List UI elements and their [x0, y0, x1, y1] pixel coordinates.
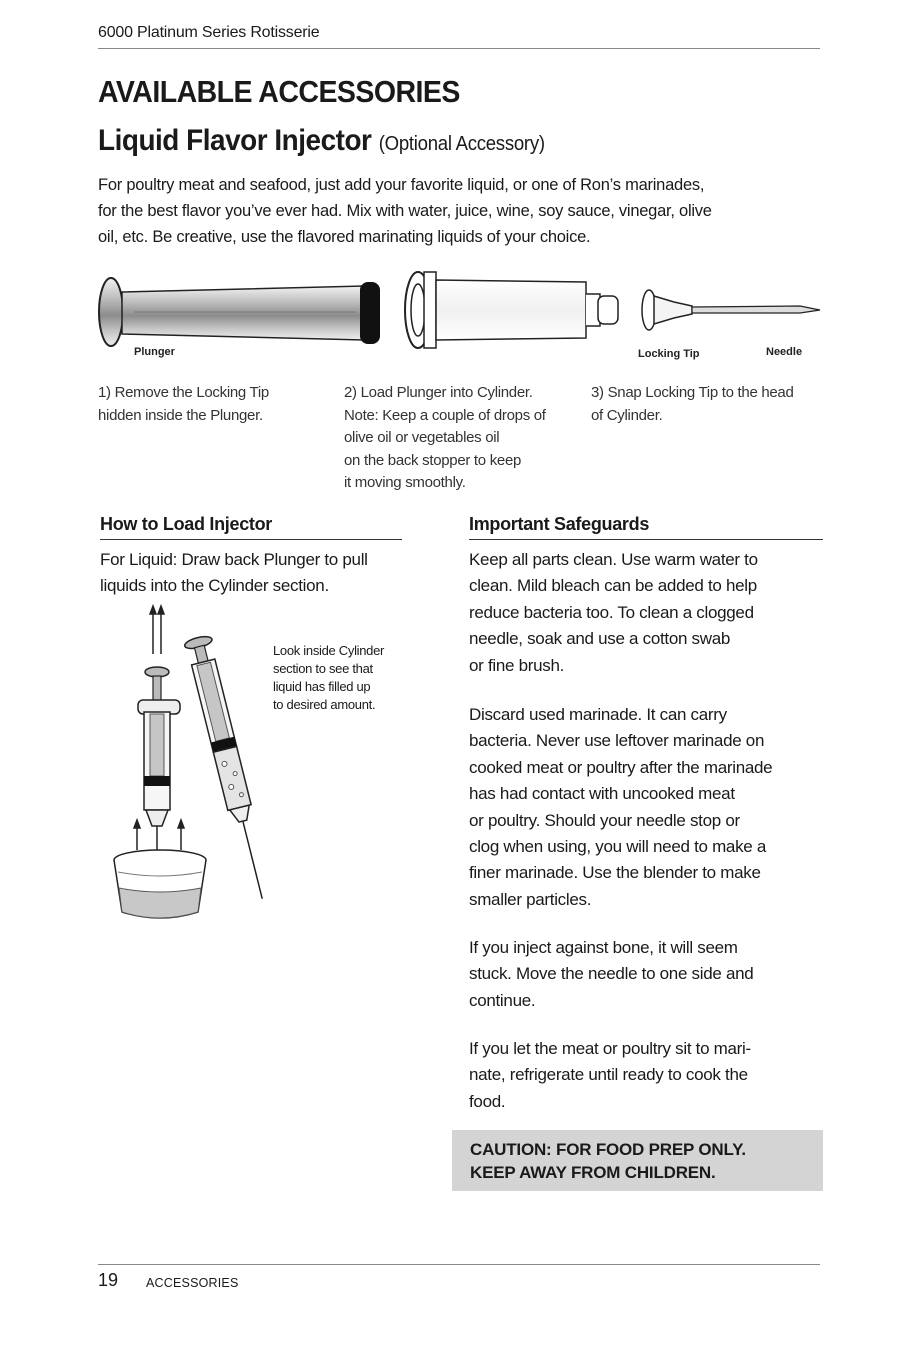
step-3 [591, 382, 823, 427]
loading-illustration [100, 600, 300, 930]
note-line: Look inside Cylinder [273, 643, 385, 658]
safeguards-line: Keep all parts clean. Use warm water to [469, 550, 758, 569]
section-title [98, 124, 545, 158]
note-line: to desired amount. [273, 697, 376, 712]
section-title-text: Liquid Flavor Injector [98, 124, 372, 157]
caution-line: CAUTION: FOR FOOD PREP ONLY. [470, 1140, 746, 1159]
caution-box [452, 1130, 823, 1191]
injector-parts-illustration [94, 268, 824, 368]
how-to-load-heading: How to Load Injector [100, 514, 402, 540]
locking-tip-label: Locking Tip [638, 348, 700, 360]
safeguards-line: food. [469, 1091, 506, 1111]
cylinder-part [405, 272, 618, 348]
step-1 [98, 382, 328, 427]
step-line: 3) Snap Locking Tip to the head [591, 384, 794, 401]
safeguards-heading: Important Safeguards [469, 514, 823, 540]
note-line: liquid has filled up [273, 679, 371, 694]
step-line: 1) Remove the Locking Tip [98, 384, 269, 401]
locking-tip-part [642, 290, 692, 330]
running-header: 6000 Platinum Series Rotisserie [98, 24, 820, 49]
syringe-loading-illustration [100, 600, 300, 930]
step-line: hidden inside the Plunger. [98, 406, 263, 424]
safeguards-line: clean. Mild bleach can be added to help [469, 576, 757, 596]
step-line: Note: Keep a couple of drops of [344, 406, 546, 424]
caution-line: KEEP AWAY FROM CHILDREN. [470, 1163, 716, 1182]
safeguards-line: smaller particles. [469, 889, 592, 909]
step-line: it moving smoothly. [344, 474, 466, 491]
safeguards-line: or poultry. Should your needle stop or [469, 810, 740, 830]
step-2 [344, 382, 584, 495]
page-title: AVAILABLE ACCESSORIES [98, 74, 460, 109]
safeguards-paragraph-2 [469, 702, 829, 913]
safeguards-line: needle, soak and use a cotton swab [469, 629, 731, 649]
safeguards-paragraph-3 [469, 935, 829, 1014]
safeguards-line: stuck. Move the needle to one side and [469, 964, 754, 984]
needle-part [692, 306, 820, 313]
safeguards-line: clog when using, you will need to make a [469, 837, 767, 857]
safeguards-line: If you inject against bone, it will seem [469, 938, 738, 957]
safeguards-paragraph-4 [469, 1036, 829, 1115]
how-to-load-line: liquids into the Cylinder section. [100, 576, 329, 596]
safeguards-line: has had contact with uncooked meat [469, 784, 735, 804]
marinade-cup [114, 850, 206, 918]
section-subtitle: (Optional Accessory) [378, 133, 545, 155]
safeguards-paragraph-1 [469, 547, 829, 679]
how-to-load-text [100, 547, 420, 600]
note-line: section to see that [273, 661, 373, 676]
safeguards-line: cooked meat or poultry after the marinade [469, 757, 773, 777]
step-line: 2) Load Plunger into Cylinder. [344, 384, 533, 401]
page-number: 19 [98, 1270, 119, 1290]
safeguards-line: If you let the meat or poultry sit to mari- [469, 1039, 751, 1058]
plunger-part [99, 278, 380, 346]
safeguards-line: nate, refrigerate until ready to cook the [469, 1065, 748, 1085]
safeguards-line: reduce bacteria too. To clean a clogged [469, 602, 754, 622]
needle-label: Needle [766, 346, 803, 358]
safeguards-line: bacteria. Never use leftover marinade on [469, 731, 765, 751]
step-line: olive oil or vegetables oil [344, 429, 500, 446]
footer-rule [98, 1264, 820, 1265]
plunger-label: Plunger [134, 346, 175, 358]
injector-parts-diagram [94, 268, 824, 368]
footer-section-label: ACCESSORIES [146, 1276, 239, 1290]
safeguards-line: finer marinade. Use the blender to make [469, 863, 761, 883]
safeguards-line: Discard used marinade. It can carry [469, 705, 727, 724]
step-line: of Cylinder. [591, 406, 663, 424]
cylinder-fill-note [273, 642, 384, 714]
intro-line: For poultry meat and seafood, just add your favorite liquid, or one of Ron’s marinades, [98, 176, 705, 194]
intro-line: for the best flavor you’ve ever had. Mix with water, juice, wine, soy sauce, vinegar, olive [98, 202, 712, 220]
safeguards-line: continue. [469, 990, 536, 1010]
pull-up-arrows [150, 606, 164, 654]
step-line: on the back stopper to keep [344, 451, 522, 469]
intro-line: oil, etc. Be creative, use the flavored marinating liquids of your choice. [98, 228, 591, 246]
safeguards-line: or fine brush. [469, 655, 565, 675]
how-to-load-line: For Liquid: Draw back Plunger to pull [100, 550, 368, 569]
intro-paragraph [98, 172, 820, 250]
